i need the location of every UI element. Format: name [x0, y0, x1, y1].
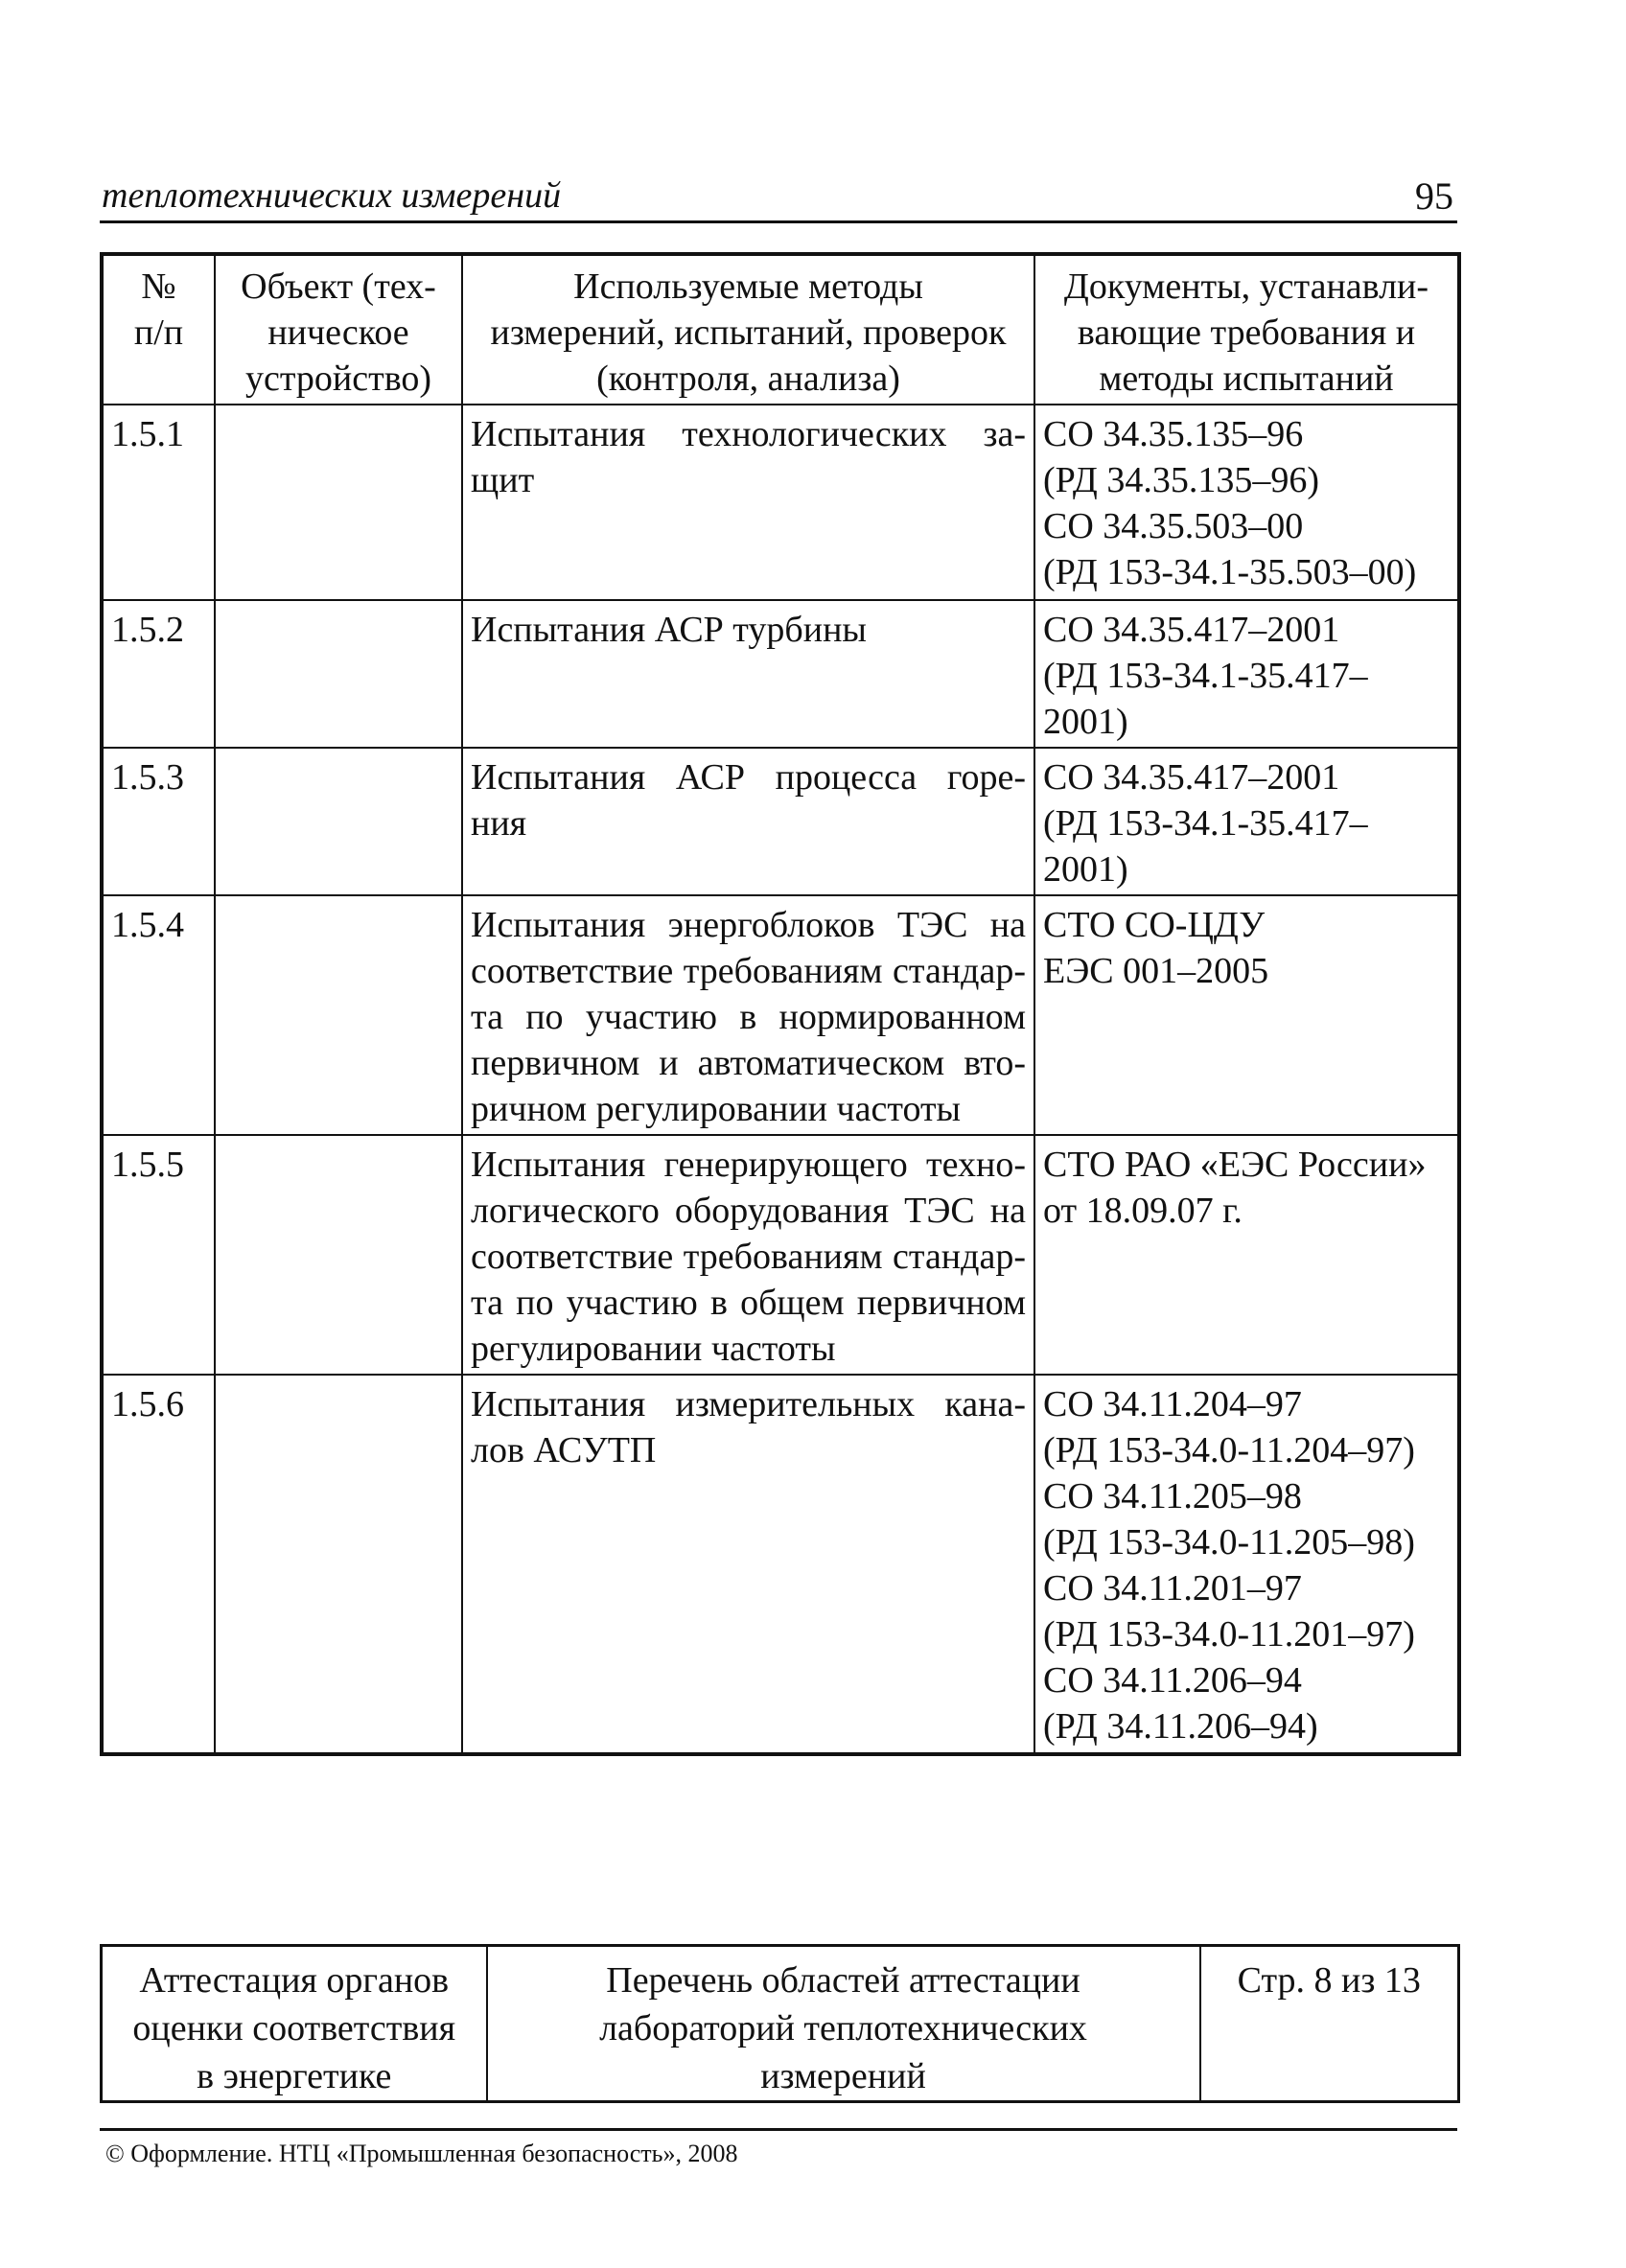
header-text: измерений, испытаний, проверок: [490, 312, 1007, 353]
table-row: [102, 405, 1459, 600]
method-text-line: та по участию в общем первичном: [471, 1283, 1026, 1323]
stamp-page-cell: [1200, 1946, 1459, 2102]
method-text-line: та по участию в нормированном: [471, 997, 1026, 1037]
running-header: [100, 169, 1457, 223]
method-text-line: щит: [471, 460, 535, 500]
row-number: 1.5.5: [102, 1135, 215, 1375]
footer-rule: [100, 2128, 1457, 2131]
row-object: [215, 405, 462, 600]
document-reference: СО 34.35.417–2001: [1043, 757, 1340, 798]
row-method: [462, 600, 1034, 748]
table-header-row: [102, 254, 1459, 405]
header-text: п/п: [133, 312, 184, 353]
row-method: [462, 405, 1034, 600]
method-text-line: соответствие требованиям стандар-: [471, 951, 1026, 991]
document-reference: от 18.09.07 г.: [1043, 1191, 1243, 1231]
document-reference: (РД 153-34.1-35.417–: [1043, 803, 1368, 844]
document-reference: СТО РАО «ЕЭС России»: [1043, 1145, 1427, 1185]
document-reference: СО 34.35.503–00: [1043, 506, 1304, 546]
document-reference: СО 34.11.201–97: [1043, 1568, 1302, 1608]
table-row: [102, 1375, 1459, 1754]
row-method: [462, 1375, 1034, 1754]
stamp-text: Аттестация органов: [139, 1960, 450, 2001]
header-text: Документы, устанавли-: [1063, 266, 1429, 307]
row-documents: [1034, 1135, 1459, 1375]
header-text: Используемые методы: [573, 266, 923, 307]
document-reference: (РД 153-34.1-35.503–00): [1043, 552, 1417, 592]
document-reference: (РД 153-34.0-11.205–98): [1043, 1522, 1415, 1562]
row-object: [215, 1375, 462, 1754]
running-title: теплотехнических измерений: [102, 175, 562, 216]
document-reference: 2001): [1043, 849, 1128, 890]
stamp-text: лабораторий теплотехнических: [599, 2008, 1087, 2048]
row-number: 1.5.1: [102, 405, 215, 600]
row-number: 1.5.3: [102, 748, 215, 895]
header-text: вающие требования и: [1077, 312, 1416, 353]
method-text-line: логического оборудования ТЭС на: [471, 1191, 1026, 1231]
header-cell-number: [102, 254, 215, 405]
document-reference: СО 34.11.206–94: [1043, 1660, 1302, 1701]
table-row: [102, 600, 1459, 748]
row-documents: [1034, 405, 1459, 600]
row-documents: [1034, 600, 1459, 748]
header-text: №: [141, 266, 176, 307]
row-documents: [1034, 748, 1459, 895]
stamp-text: Перечень областей аттестации: [606, 1960, 1080, 2001]
page-number: 95: [1415, 174, 1453, 218]
header-text: устройство): [244, 359, 432, 399]
stamp-center-cell: [487, 1946, 1200, 2102]
copyright-notice: © Оформление. НТЦ «Промышленная безопасность», 2008: [105, 2140, 738, 2167]
stamp-text: измерений: [760, 2056, 926, 2096]
header-cell-object: [215, 254, 462, 405]
method-text-line: Испытания энергоблоков ТЭС на: [471, 905, 1026, 945]
table-row: [102, 895, 1459, 1135]
row-number: 1.5.4: [102, 895, 215, 1135]
document-reference: СО 34.11.205–98: [1043, 1476, 1302, 1516]
method-text-line: Испытания генерирующего техно-: [471, 1145, 1026, 1185]
method-text-line: лов АСУТП: [471, 1430, 657, 1470]
stamp-page-count: Стр. 8 из 13: [1237, 1960, 1421, 2001]
row-documents: [1034, 895, 1459, 1135]
method-text-line: ричном регулировании частоты: [471, 1089, 962, 1129]
row-object: [215, 1135, 462, 1375]
row-method: [462, 748, 1034, 895]
methods-table: [100, 252, 1461, 1756]
method-text-line: Испытания технологических за-: [471, 414, 1026, 454]
stamp-left-cell: [102, 1946, 487, 2102]
method-text-line: соответствие требованиям стандар-: [471, 1237, 1026, 1277]
document-reference: СО 34.35.417–2001: [1043, 610, 1340, 650]
header-text: ническое: [267, 312, 409, 353]
row-number: 1.5.2: [102, 600, 215, 748]
header-text: (контроля, анализа): [596, 359, 900, 399]
method-text-line: Испытания АСР турбины: [471, 610, 867, 650]
header-cell-method: [462, 254, 1034, 405]
method-text-line: первичном и автоматическом вто-: [471, 1043, 1026, 1083]
document-reference: СО 34.35.135–96: [1043, 414, 1304, 454]
row-object: [215, 748, 462, 895]
header-text: Объект (тех-: [241, 266, 436, 307]
document-reference: (РД 153-34.0-11.204–97): [1043, 1430, 1415, 1470]
document-reference: (РД 34.11.206–94): [1043, 1706, 1318, 1747]
document-reference: 2001): [1043, 702, 1128, 742]
method-text-line: ния: [471, 803, 527, 844]
row-method: [462, 1135, 1034, 1375]
row-object: [215, 895, 462, 1135]
row-number: 1.5.6: [102, 1375, 215, 1754]
document-reference: (РД 153-34.1-35.417–: [1043, 656, 1368, 696]
stamp-text: оценки соответствия: [132, 2008, 456, 2048]
method-text-line: Испытания измерительных кана-: [471, 1384, 1026, 1424]
document-reference: СТО СО-ЦДУ: [1043, 905, 1266, 945]
document-reference: (РД 153-34.0-11.201–97): [1043, 1614, 1415, 1655]
table-row: [102, 748, 1459, 895]
document-reference: ЕЭС 001–2005: [1043, 951, 1269, 991]
row-method: [462, 895, 1034, 1135]
document-reference: (РД 34.35.135–96): [1043, 460, 1320, 500]
row-object: [215, 600, 462, 748]
footer-stamp: [100, 1944, 1460, 2103]
method-text-line: Испытания АСР процесса горе-: [471, 757, 1026, 798]
method-text-line: регулировании частоты: [471, 1329, 836, 1369]
row-documents: [1034, 1375, 1459, 1754]
stamp-text: в энергетике: [197, 2056, 392, 2096]
header-cell-documents: [1034, 254, 1459, 405]
document-reference: СО 34.11.204–97: [1043, 1384, 1302, 1424]
table-row: [102, 1135, 1459, 1375]
header-text: методы испытаний: [1099, 359, 1394, 399]
